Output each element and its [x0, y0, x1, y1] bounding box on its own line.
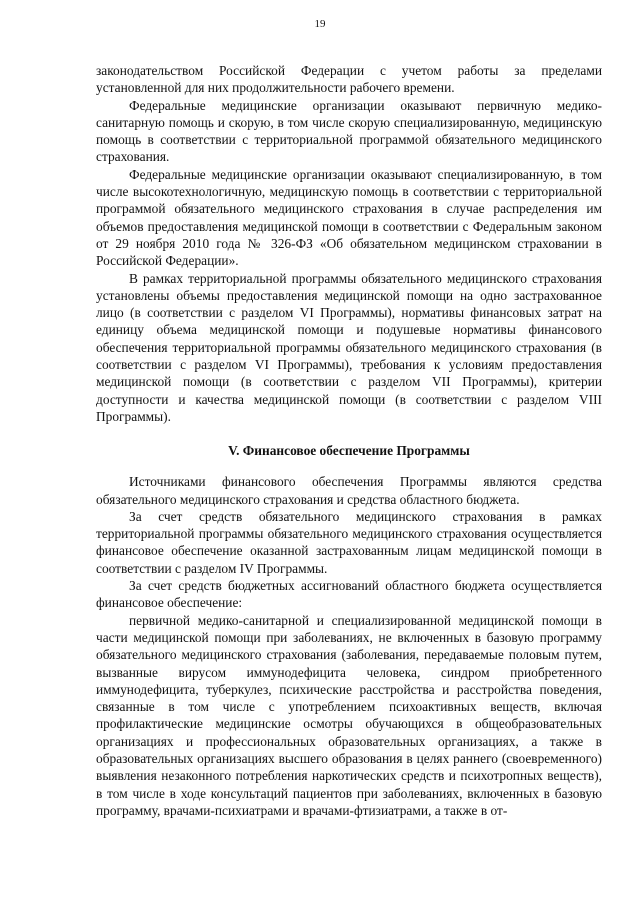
paragraph-primary-specialized-care: первичной медико-санитарной и специализированной медицинской помощи в части медицинской помощи при заболеваниях, не включенных в базовую программу обязательного медицинского страхования (заболевания, передаваемые половым путем, вызванные вирусом иммунодефицита человека, синдром приобретенного иммунодефицита, туберкулез, психические расстройства и расстройства поведения, связанные в том числе с употреблением психоактивных веществ, включая профилактические медицинские осмотры обучающихся в общеобразовательных организациях и профессиональных образовательных организациях, а также в образовательных организациях высшего образования в целях раннего (своевременного) выявления незаконного потребления наркотических средств и психотропных веществ), в том числе в ходе консультаций пациентов при заболеваниях, включенных в базовую программу, врачами-психиатрами и врачами-фтизиатрами, а также в от- — [96, 612, 602, 818]
paragraph-oms-funding: За счет средств обязательного медицинского страхования в рамках территориальной программы обязательного медицинского страхования осуществляется финансовое обеспечение оказанной застрахованным лицам медицинской помощи в соответствии с разделом IV Программы. — [96, 508, 602, 576]
paragraph-territorial-program: В рамках территориальной программы обязательного медицинского страхования установлены объемы предоставления медицинской помощи на одно застрахованное лицо (в соответствии с разделом VI Программы), нормативы финансовых затрат на единицу объема медицинской помощи и подушевые нормативы финансового обеспечения территориальной программы обязательного медицинского страхования (в соответствии с разделом VI Программы), требования к условиям предоставления медицинской помощи (в соответствии с разделом VII Программы), критерии доступности и качества медицинской помощи (в соответствии с разделом VIII Программы). — [96, 270, 602, 424]
document-body — [96, 62, 602, 819]
paragraph-funding-sources: Источниками финансового обеспечения Программы являются средства обязательного медицинского страхования и средства областного бюджета. — [96, 474, 602, 507]
paragraph-federal-primary-care: Федеральные медицинские организации оказывают первичную медико-санитарную помощь и скорую, в том числе скорую специализированную, медицинскую помощь в соответствии с территориальной программой обязательного медицинского страхования. — [96, 97, 602, 165]
paragraph-continuation: законодательством Российской Федерации с учетом работы за пределами установленной для них продолжительности рабочего времени. — [96, 63, 602, 96]
page-number: 19 — [314, 18, 326, 30]
paragraph-budget-funding: За счет средств бюджетных ассигнований областного бюджета осуществляется финансовое обеспечение: — [96, 578, 602, 611]
paragraph-federal-specialized-care: Федеральные медицинские организации оказывают специализированную, в том числе высокотехнологичную, медицинскую помощь в соответствии с территориальной программой обязательного медицинского страхования в случае распределения им объемов предоставления медицинской помощи в соответствии с Федеральным законом от 29 ноября 2010 года № 326-ФЗ «Об обязательном медицинском страховании в Российской Федерации». — [96, 166, 602, 269]
section-title: V. Финансовое обеспечение Программы — [228, 443, 470, 459]
